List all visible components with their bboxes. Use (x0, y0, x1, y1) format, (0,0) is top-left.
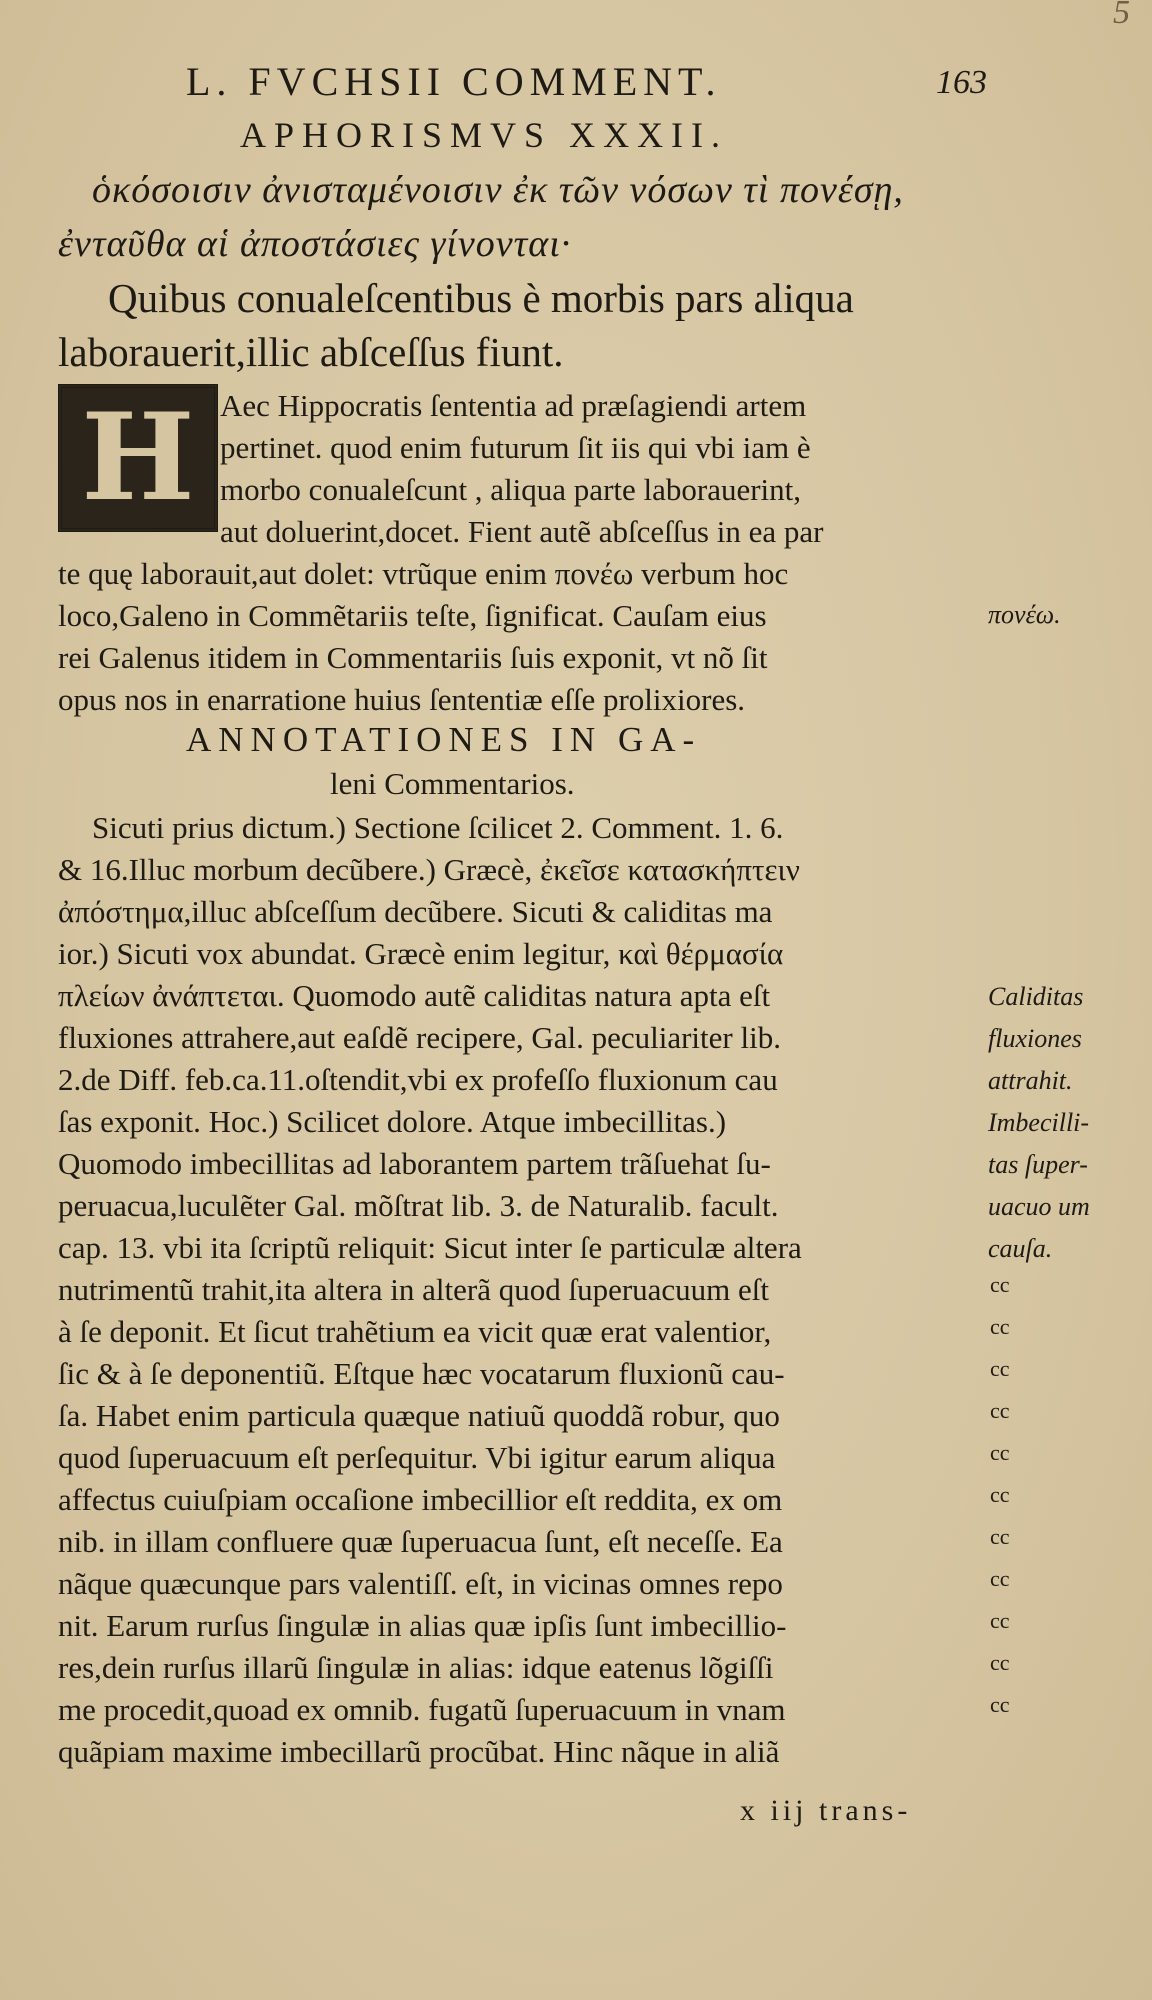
annotations-heading: ANNOTATIONES IN GA- (186, 720, 702, 759)
annotation-line: quod ſuperuacuum eſt perſequitur. Vbi igitur earum aliqua (58, 1440, 776, 1475)
annotation-line: nãque quæcunque pars valentiſſ. eſt, in vicinas omnes repo (58, 1566, 783, 1601)
running-header: L. FVCHSII COMMENT. (186, 59, 722, 104)
page-number: 163 (936, 64, 987, 101)
paragraph-line: Aec Hippocratis ſententia ad præſagiendi artem (220, 388, 807, 423)
margin-note-imbecillitas: Imbecilli- (988, 1108, 1090, 1137)
latin-line: laborauerit,illic abſceſſus fiunt. (58, 329, 564, 375)
annotation-line: ior.) Sicuti vox abundat. Græcè enim legitur, καὶ θέρμασία (58, 936, 784, 971)
margin-note-caliditas: fluxiones (988, 1024, 1082, 1053)
greek-line: ὁκόσοισιν ἀνισταμένοισιν ἐκ τῶν νόσων τὶ πονέσῃ, (92, 169, 904, 211)
dropcap-initial (58, 384, 218, 532)
annotation-line: ſic & à ſe deponentiũ. Eſtque hæc vocatarum fluxionũ cau- (58, 1356, 785, 1391)
annotation-line: 2.de Diff. feb.ca.11.oſtendit,vbi ex profeſſo fluxionum cau (58, 1062, 778, 1097)
annotation-line: me procedit,quoad ex omnib. fugatũ ſuperuacuum in vnam (58, 1692, 786, 1727)
margin-note-caliditas: attrahit. (988, 1066, 1073, 1095)
margin-quote-mark: cc (990, 1608, 1010, 1633)
margin-note-imbecillitas: tas ſuper- (988, 1150, 1088, 1179)
paragraph-line: loco,Galeno in Commẽtariis teſte, ſignificat. Cauſam eius (58, 598, 767, 633)
paragraph-line: opus nos in enarratione huius ſententiæ eſſe prolixiores. (58, 682, 746, 717)
annotation-line: nib. in illam confluere quæ ſuperuacua ſunt, eſt neceſſe. Ea (58, 1524, 783, 1559)
margin-note-caliditas: Caliditas (988, 982, 1084, 1011)
margin-note-imbecillitas: uacuo um (988, 1192, 1090, 1221)
annotation-line: Sicuti prius dictum.) Sectione ſcilicet 2. Comment. 1. 6. (92, 810, 784, 845)
annotation-line: πλείων ἀνάπτεται. Quomodo autẽ caliditas natura apta eſt (58, 978, 771, 1013)
annotation-line: res,dein rurſus illarũ ſingulæ in alias: idque eatenus lõgiſſi (58, 1650, 774, 1685)
annotation-line: affectus cuiuſpiam occaſione imbecillior eſt reddita, ex om (58, 1482, 783, 1517)
margin-quote-mark: cc (990, 1692, 1010, 1717)
margin-quote-mark: cc (990, 1524, 1010, 1549)
margin-quote-mark: cc (990, 1314, 1010, 1339)
paragraph-line: pertinet. quod enim futurum ſit iis qui vbi iam è (220, 430, 811, 465)
margin-note-poneo: πονέω. (988, 600, 1061, 629)
annotation-line: peruacua,luculẽter Gal. mõſtrat lib. 3. de Naturalib. facult. (58, 1188, 779, 1223)
catchword: x iij trans- (740, 1794, 912, 1827)
margin-quote-mark: cc (990, 1566, 1010, 1591)
annotation-line: à ſe deponit. Et ſicut trahẽtium ea vicit quæ erat valentior, (58, 1314, 772, 1349)
corner-mark: 5 (1113, 0, 1130, 31)
greek-line: ἐνταῦθα αἱ ἀποστάσιες γίνονται· (58, 223, 572, 265)
margin-quote-mark: cc (990, 1440, 1010, 1465)
paragraph-line: aut doluerint,docet. Fient autẽ abſceſſus in ea par (220, 514, 824, 549)
paragraph-line: te quę laborauit,aut dolet: vtrũque enim πονέω verbum hoc (58, 556, 789, 591)
margin-quote-mark: cc (990, 1650, 1010, 1675)
annotation-line: nit. Earum rurſus ſingulæ in alias quæ ipſis ſunt imbecillio- (58, 1608, 787, 1643)
annotation-line: Quomodo imbecillitas ad laborantem partem trãſuehat ſu- (58, 1146, 771, 1181)
aphorism-title: APHORISMVS XXXII. (240, 115, 729, 155)
annotation-line: ſa. Habet enim particula quæque natiuũ quoddã robur, quo (58, 1398, 780, 1433)
annotation-line: & 16.Illuc morbum decũbere.) Græcè, ἐκεῖσε κατασκήπτειν (58, 852, 800, 887)
paragraph-line: rei Galenus itidem in Commentariis ſuis exponit, vt nõ ſit (58, 640, 768, 675)
margin-quote-mark: cc (990, 1482, 1010, 1507)
margin-quote-mark: cc (990, 1272, 1010, 1297)
latin-line: Quibus conualeſcentibus è morbis pars aliqua (108, 275, 854, 321)
annotation-line: nutrimentũ trahit,ita altera in alterã quod ſuperuacuum eſt (58, 1272, 770, 1307)
margin-note-imbecillitas: cauſa. (988, 1234, 1053, 1263)
margin-quote-mark: cc (990, 1356, 1010, 1381)
annotation-line: cap. 13. vbi ita ſcriptũ reliquit: Sicut inter ſe particulæ altera (58, 1230, 802, 1265)
annotation-line: ſas exponit. Hoc.) Scilicet dolore. Atque imbecillitas.) (58, 1104, 727, 1139)
annotation-line: fluxiones attrahere,aut eaſdẽ recipere, Gal. peculiariter lib. (58, 1020, 781, 1055)
paragraph-line: morbo conualeſcunt , aliqua parte laborauerint, (220, 472, 802, 507)
annotation-line: ἀπόστημα,illuc abſceſſum decũbere. Sicuti & caliditas ma (58, 894, 773, 929)
dropcap-letter: H (81, 387, 195, 528)
margin-quote-mark: cc (990, 1398, 1010, 1423)
annotation-line: quãpiam maxime imbecillarũ procũbat. Hinc nãque in aliã (58, 1734, 780, 1769)
annotations-subheading: leni Commentarios. (330, 766, 575, 801)
